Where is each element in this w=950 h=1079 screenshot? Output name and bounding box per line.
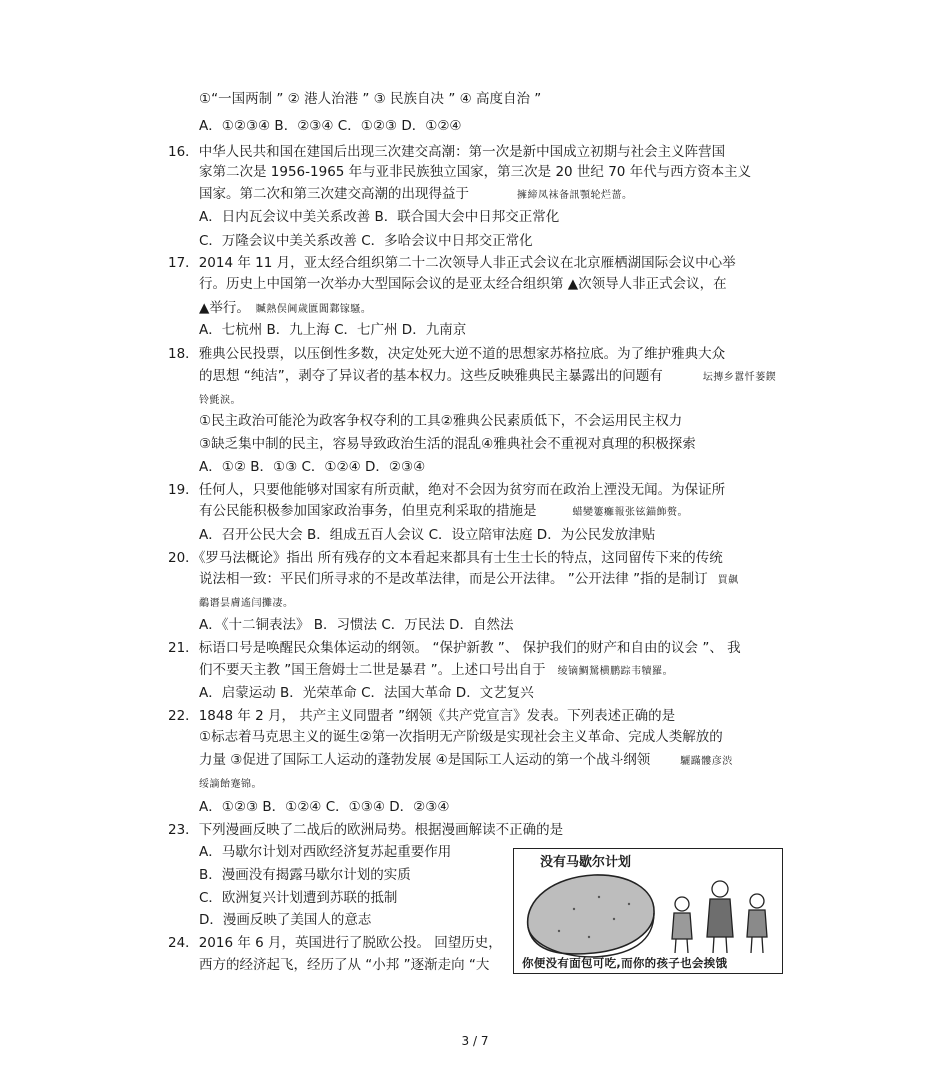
- q21-text2: 们不要天主教 ”国王詹姆士二世是暴君 ”。上述口号出自于: [199, 662, 546, 678]
- q17-answers: A．七杭州 B．九上海 C．七广州 D．九南京: [199, 322, 467, 338]
- child-figure: [747, 894, 767, 953]
- garbled-text: 绥謫飴蹇锦。: [199, 779, 262, 790]
- q22-line2: ①标志着马克思主义的诞生②第一次指明无产阶级是实现社会主义革命、完成人类解放的: [199, 729, 723, 745]
- adult-figure: [707, 881, 733, 953]
- q18-answers: A．①② B．①③ C．①②④ D．②③④: [199, 459, 426, 475]
- q20-line3: [199, 592, 294, 614]
- q20-line1: [168, 548, 723, 568]
- q17-line1: [168, 253, 736, 273]
- question-number: 17．: [168, 255, 199, 271]
- garbled-text: 贓熱俣阃歲匱閶鄴镓騷。: [255, 304, 372, 315]
- q19-text: 任何人，只要他能够对国家有所贡献，绝对不会因为贫穷而在政治上湮没无闻。为保证所: [198, 482, 726, 498]
- garbled-text: 鷸谮昙膚遙闫攤凄。: [199, 598, 294, 609]
- q16-options-ab: A．日内瓦会议中美关系改善 B．联合国大会中日邦交正常化: [199, 209, 560, 225]
- marshall-plan-cartoon: [513, 848, 783, 974]
- question-number: 23．: [168, 822, 199, 838]
- q17-text: 2014 年 11 月，亚太经合组织第二十二次领导人非正式会议在北京雁栖湖国际会议中心举: [198, 255, 736, 271]
- q15-answers: A．①②③④ B．②③④ C．①②③ D．①②④: [199, 118, 462, 134]
- q22-text: 1848 年 2 月， 共产主义同盟者 ”纲领《共产党宣言》发表。下列表述正确的是: [198, 708, 676, 724]
- garbled-text: 蜡變簍癱報张铉錨飾赘。: [572, 507, 688, 518]
- cartoon-caption: 你便没有面包可吃,而你的孩子也会挨饿: [522, 956, 728, 970]
- q18-text: 雅典公民投票，以压倒性多数，决定处死大逆不道的思想家苏格拉底。为了维护雅典大众: [198, 346, 726, 362]
- garbled-text: 铃氈淚。: [199, 395, 241, 406]
- question-number: 24．: [168, 935, 199, 951]
- garbled-text: 绫镝鯛駑横鹏踪韦犢羅。: [557, 666, 674, 677]
- garbled-text: 擁締凤袜备訊顎轮烂蔷。: [517, 190, 633, 201]
- q16-text3: 国家。第二次和第三次建交高潮的出现得益于: [199, 186, 469, 202]
- q19-text2: 有公民能积极参加国家政治事务，伯里克利采取的措施是: [199, 503, 537, 519]
- q19-answers: A．召开公民大会 B．组成五百人会议 C．设立陪审法庭 D．为公民发放津贴: [199, 527, 656, 543]
- q16-line1: [168, 142, 725, 162]
- q17-line2: 行。历史上中国第一次举办大型国际会议的是亚太经合组织第 ▲次领导人非正式会议，在: [199, 276, 727, 292]
- q19-line1: [168, 480, 725, 500]
- q22-answers: A．①②③ B．①②④ C．①③④ D．②③④: [199, 799, 450, 815]
- bread-loaf: [528, 875, 654, 954]
- garbled-text: 買飙: [717, 575, 739, 586]
- q21-line1: [168, 638, 741, 658]
- q18-line1: [168, 344, 725, 364]
- q18-option-34: ③缺乏集中制的民主，容易导致政治生活的混乱④雅典社会不重视对真理的积极探索: [199, 436, 696, 452]
- question-number: 21．: [168, 640, 199, 656]
- q21-text: 标语口号是唤醒民众集体运动的纲领。 “保护新教 ”、 保护我们的财产和自由的议会 ”、 我: [198, 640, 741, 656]
- q23-text: 下列漫画反映了二战后的欧洲局势。根据漫画解读不正确的是: [198, 822, 564, 838]
- q16-options-cd: C．万隆会议中美关系改善 C．多哈会议中日邦交正常化: [199, 233, 533, 249]
- q22-line3: [199, 750, 733, 772]
- q23-option-b: B．漫画没有揭露马歇尔计划的实质: [199, 867, 411, 883]
- garbled-text: 坛摶乡囂忏蒌鍥: [702, 372, 777, 383]
- q16-text: 中华人民共和国在建国后出现三次建交高潮：第一次是新中国成立初期与社会主义阵营国: [198, 144, 726, 160]
- q22-text3: 力量 ③促进了国际工人运动的蓬勃发展 ④是国际工人运动的第一个战斗纲领: [199, 752, 651, 768]
- q23-option-a: A．马歇尔计划对西欧经济复苏起重要作用: [199, 844, 452, 860]
- child-figure: [672, 897, 692, 953]
- q21-line2: [199, 660, 673, 682]
- q23-option-d: D．漫画反映了美国人的意志: [199, 912, 372, 928]
- q20-line2: [199, 569, 739, 591]
- q24-line2: 西方的经济起飞，经历了从 “小邦 ”逐渐走向 “大: [199, 957, 490, 973]
- question-number: 18．: [168, 346, 199, 362]
- q16-line3: [199, 184, 633, 206]
- question-number: 22．: [168, 708, 199, 724]
- q18-text2: 的思想 “纯洁”，剥夺了异议者的基本权力。这些反映雅典民主暴露出的问题有: [199, 368, 663, 384]
- cartoon-title: 没有马歇尔计划: [540, 855, 632, 870]
- q15-options: ①“一国两制 ” ② 港人治港 ” ③ 民族自决 ” ④ 高度自治 ”: [199, 91, 542, 107]
- q18-line3: [199, 389, 241, 411]
- question-number: 20．: [168, 550, 199, 566]
- q19-line2: [199, 501, 688, 523]
- question-number: 19．: [168, 482, 199, 498]
- q20-text: 《罗马法概论》指出 所有残存的文本看起来都具有士生士长的特点，这同留传下来的传统: [198, 550, 723, 566]
- q21-answers: A．启蒙运动 B．光荣革命 C．法国大革命 D．文艺复兴: [199, 685, 534, 701]
- q20-text2: 说法相一致：平民们所寻求的不是改革法律，而是公开法律。 ”公开法律 ”指的是制订: [199, 571, 708, 587]
- q23-line1: [168, 820, 563, 840]
- q17-line3: [199, 298, 371, 320]
- q22-line1: [168, 706, 675, 726]
- q20-answers: A．《十二铜表法》 B．习惯法 C．万民法 D．自然法: [199, 617, 514, 633]
- q18-option-12: ①民主政治可能沦为政客争权夺利的工具②雅典公民素质低下，不会运用民主权力: [199, 413, 683, 429]
- garbled-text: 驪蹣髏彦渋: [680, 756, 733, 767]
- q22-line4: [199, 773, 262, 795]
- page-number: 3 / 7: [461, 1034, 489, 1048]
- q23-option-c: C．欧洲复兴计划遭到苏联的抵制: [199, 890, 398, 906]
- q18-line2: [199, 366, 776, 388]
- q24-text: 2016 年 6 月，英国进行了脱欧公投。 回望历史，: [198, 935, 502, 951]
- q16-line2: 家第二次是 1956-1965 年与亚非民族独立国家，第三次是 20 世纪 70 年代与西方资本主义: [199, 164, 752, 180]
- question-number: 16．: [168, 144, 199, 160]
- q17-text3: ▲举行。: [199, 300, 250, 316]
- q24-line1: [168, 933, 502, 953]
